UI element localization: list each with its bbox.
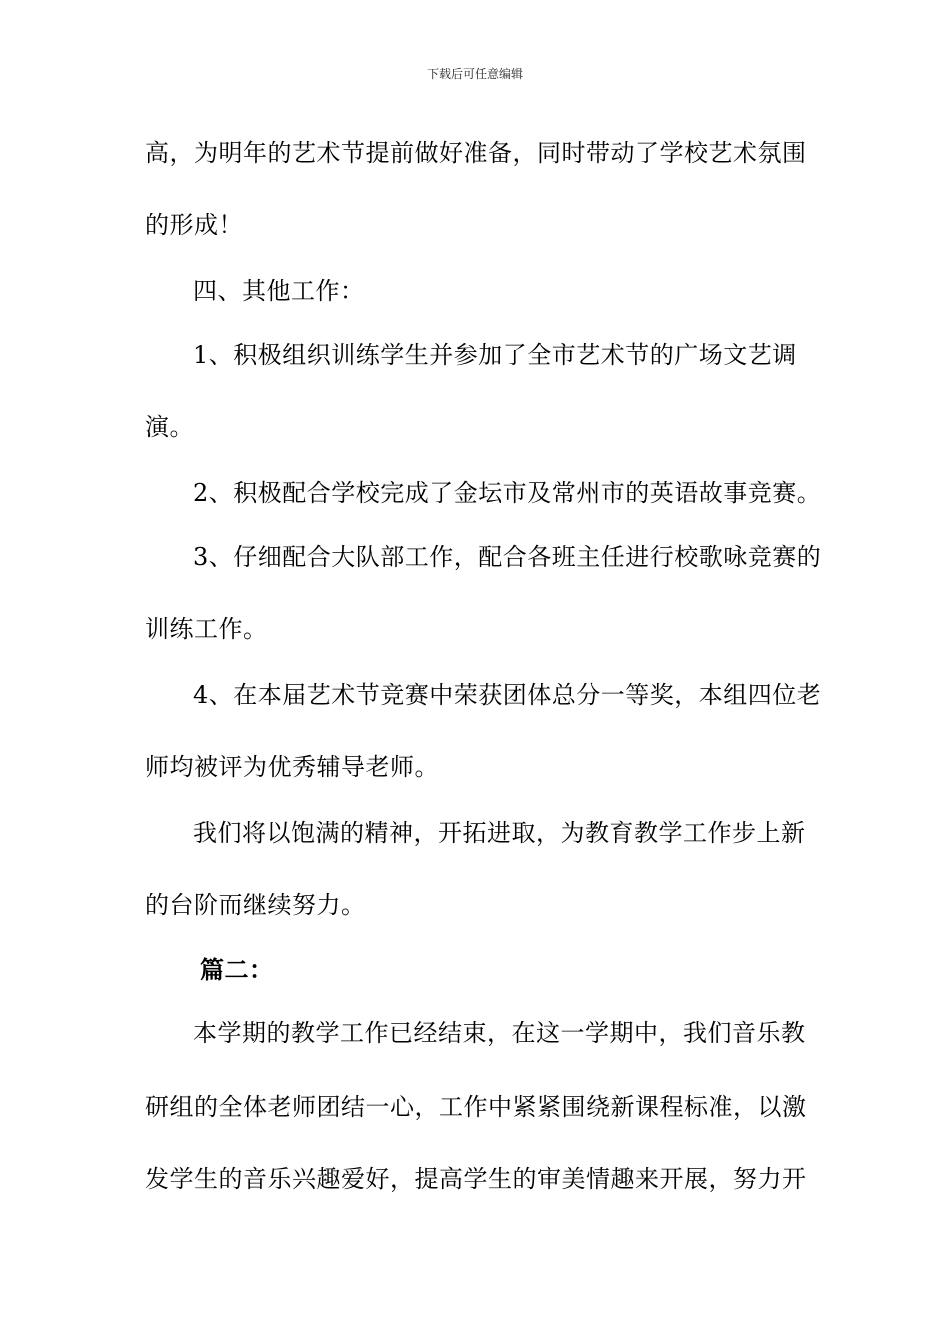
section-title: 篇二： — [200, 955, 274, 984]
list-item: 1、积极组织训练学生并参加了全市艺术节的广场文艺调 — [193, 341, 797, 369]
paragraph-line: 高，为明年的艺术节提前做好准备，同时带动了学校艺术氛围 — [145, 139, 807, 167]
paragraph-line: 我们将以饱满的精神，开拓进取，为教育教学工作步上新 — [193, 819, 806, 847]
paragraph-line: 师均被评为优秀辅导老师。 — [145, 753, 439, 781]
list-item: 3、仔细配合大队部工作，配合各班主任进行校歌咏竞赛的 — [193, 543, 822, 571]
list-item: 2、积极配合学校完成了金坛市及常州市的英语故事竞赛。 — [193, 479, 822, 507]
section-heading: 四、其他工作： — [193, 277, 365, 305]
paragraph-line: 演。 — [145, 413, 194, 441]
paragraph-line: 本学期的教学工作已经结束，在这一学期中，我们音乐教 — [193, 1019, 806, 1047]
page-header: 下载后可任意编辑 — [426, 67, 523, 81]
paragraph-line: 发学生的音乐兴趣爱好，提高学生的审美情趣来开展，努力开 — [145, 1165, 807, 1193]
paragraph-line: 研组的全体老师团结一心，工作中紧紧围绕新课程标准，以激 — [145, 1093, 807, 1121]
paragraph-line: 的形成！ — [145, 211, 243, 239]
paragraph-line: 训练工作。 — [145, 615, 268, 643]
paragraph-line: 的台阶而继续努力。 — [145, 891, 366, 919]
list-item: 4、在本届艺术节竞赛中荣获团体总分一等奖，本组四位老 — [193, 681, 822, 709]
